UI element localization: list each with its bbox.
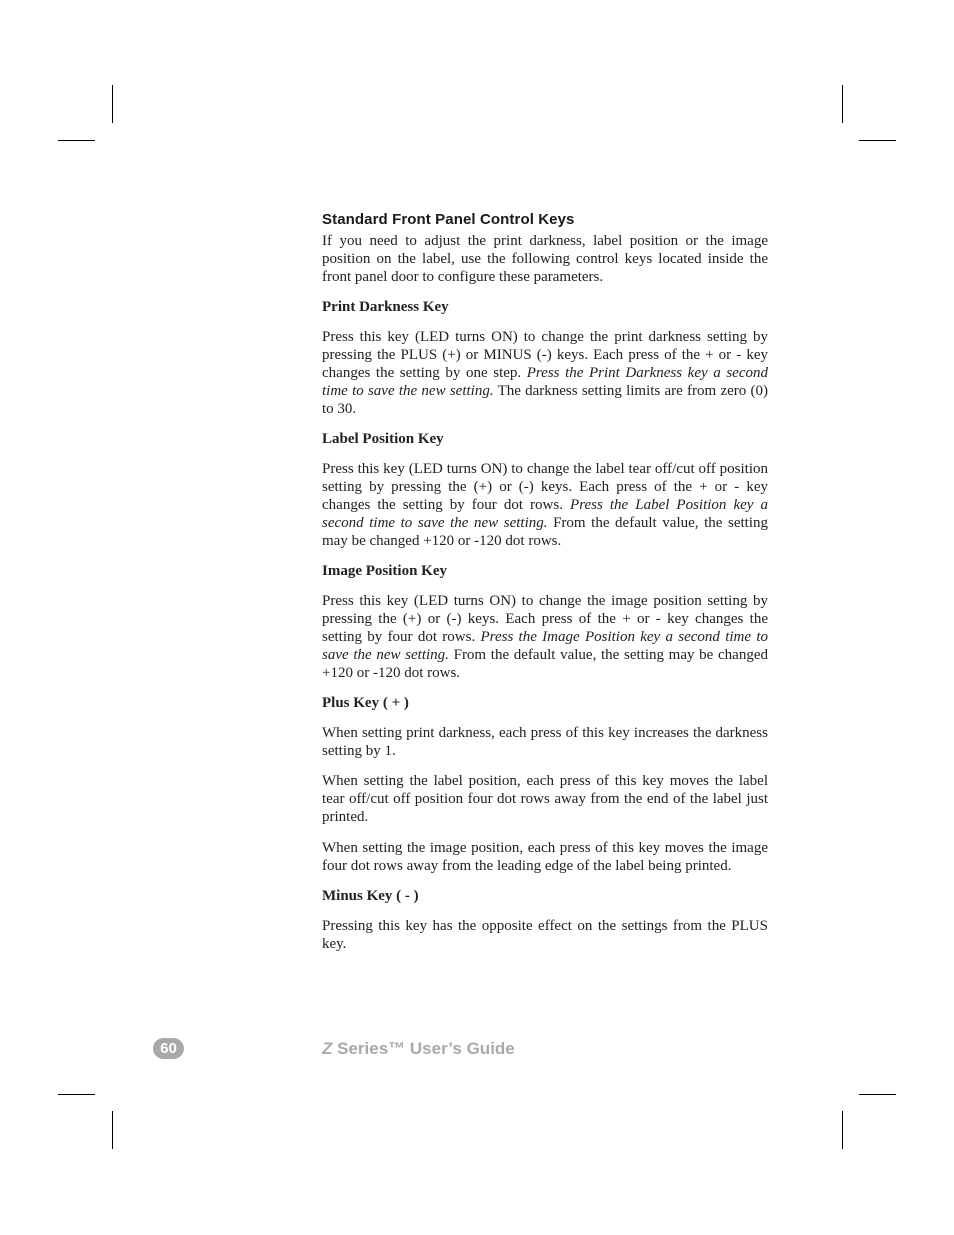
label-position-heading: Label Position Key — [322, 431, 444, 447]
image-position-heading: Image Position Key — [322, 563, 447, 579]
image-position-text-b: From the default value, the setting may be changed +120 or -120 dot rows. — [322, 647, 768, 681]
section-title: Standard Front Panel Control Keys — [322, 211, 575, 228]
image-position-text-a: Press this key (LED turns ON) to change the image position setting by pressing the (+) or (-) keys. Each press of the + or - key changes the setting by four dot rows. — [322, 593, 768, 645]
print-darkness-heading: Print Darkness Key — [322, 299, 449, 315]
print-darkness-text-b: The darkness setting limits are from zero (0) to 30. — [322, 383, 768, 417]
crop-mark-top-left-horizontal — [58, 140, 95, 141]
minus-key-heading: Minus Key ( - ) — [322, 888, 419, 904]
footer-title-z: Z — [322, 1039, 333, 1058]
plus-key-paragraph-2: When setting the label position, each press of this key moves the label tear off/cut off position four dot rows away from the end of the label just printed. — [322, 773, 768, 825]
label-position-text — [322, 460, 768, 550]
page-content — [322, 211, 768, 953]
print-darkness-text-italic: Press the Print Darkness key a second time to save the new setting. — [322, 365, 768, 399]
minus-key-paragraph-1: Pressing this key has the opposite effect on the settings from the PLUS key. — [322, 918, 768, 952]
image-position-text — [322, 592, 768, 682]
plus-key-paragraph-3: When setting the image position, each press of this key moves the image four dot rows away from the leading edge of the label being printed. — [322, 840, 768, 874]
footer-title-rest: Series™ User’s Guide — [332, 1039, 515, 1058]
footer-guide-title — [322, 1038, 515, 1059]
crop-mark-top-right-vertical — [842, 85, 843, 123]
crop-mark-top-right-horizontal — [859, 140, 896, 141]
image-position-text-italic: Press the Image Position key a second time to save the new setting. — [322, 629, 768, 663]
page-footer — [153, 1038, 515, 1059]
plus-key-paragraph-1: When setting print darkness, each press of this key increases the darkness setting by 1. — [322, 725, 768, 759]
label-position-text-a: Press this key (LED turns ON) to change the label tear off/cut off position setting by pressing the (+) or (-) keys. Each press of the + or - key changes the setting by four dot rows. — [322, 461, 768, 513]
crop-mark-bottom-right-vertical — [842, 1111, 843, 1149]
section-intro: If you need to adjust the print darkness, label position or the image position on the label, use the following control keys located inside the front panel door to configure these parameters. — [322, 233, 768, 285]
crop-mark-top-left-vertical — [112, 85, 113, 123]
page-number-badge: 60 — [153, 1038, 184, 1059]
label-position-text-b: From the default value, the setting may be changed +120 or -120 dot rows. — [322, 515, 768, 549]
crop-mark-bottom-left-horizontal — [58, 1094, 95, 1095]
plus-key-heading: Plus Key ( + ) — [322, 695, 409, 711]
crop-mark-bottom-right-horizontal — [859, 1094, 896, 1095]
crop-mark-bottom-left-vertical — [112, 1111, 113, 1149]
print-darkness-text — [322, 328, 768, 418]
print-darkness-text-a: Press this key (LED turns ON) to change the print darkness setting by pressing the PLUS (+) or MINUS (-) keys. Each press of the + or - key changes the setting by one step. — [322, 329, 768, 381]
label-position-text-italic: Press the Label Position key a second time to save the new setting. — [322, 497, 768, 531]
